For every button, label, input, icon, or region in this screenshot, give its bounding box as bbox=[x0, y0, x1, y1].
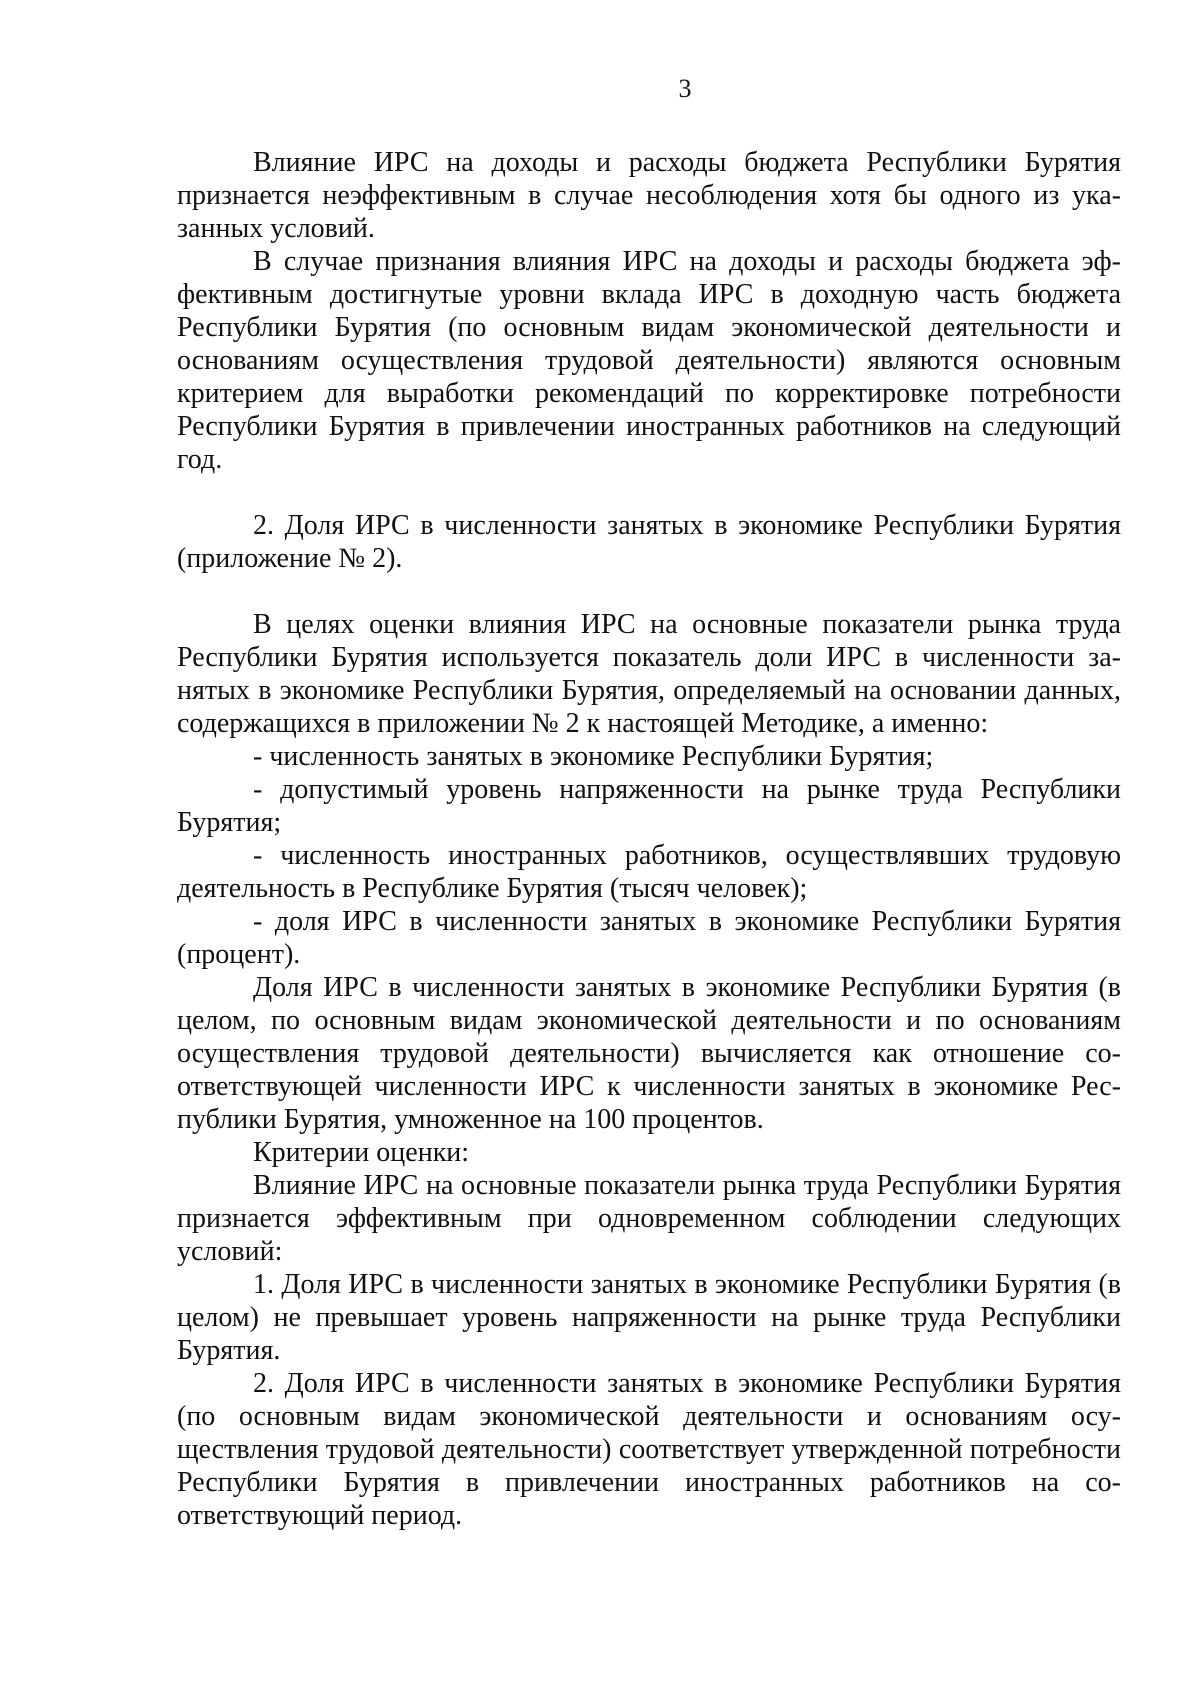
list-item-tension-level: - допустимый уровень напряженности на рынке труда Республики Бурятия; bbox=[177, 774, 1121, 838]
paragraph-ineffective-condition: Влияние ИРС на доходы и расходы бюджета Республики Бурятия признается неэффективным в случае несоблюдения хотя бы одного из указанных условий. bbox=[177, 147, 1121, 244]
section-heading-irs-share: 2. Доля ИРС в численности занятых в экономике Республики Бурятия (приложение № 2). bbox=[177, 510, 1121, 574]
paragraph-share-calculation: Доля ИРС в численности занятых в экономике Республики Бурятия (в целом, по основным видам экономической деятельности и по основаниям осуществления трудовой деятельности) вычисляется как отношение соответствующей численности ИРС к численности занятых в экономике Республики Бурятия, умноженное на 100 процентов. bbox=[177, 972, 1121, 1135]
page-number: 3 bbox=[678, 74, 692, 103]
paragraph-condition-one: 1. Доля ИРС в численности занятых в экономике Республики Бурятия (в целом) не превышает уровень напряженности на рынке труда Республики Бурятия. bbox=[177, 1269, 1121, 1366]
paragraph-criteria-heading: Критерии оценки: bbox=[253, 1137, 470, 1168]
paragraph-effective-budget-influence: В случае признания влияния ИРС на доходы и расходы бюджета эффективным достигнутые уровни вклада ИРС в доходную часть бюджета Республики Бурятия (по основным видам экономической деятельности и основаниям осуществления трудовой деятельности) являются основным критерием для выработки рекомендаций по корректировке потребности Республики Бурятия в привлечении иностранных работников на следующий год. bbox=[177, 246, 1121, 475]
paragraph-assessment-purpose: В целях оценки влияния ИРС на основные показатели рынка труда Республики Бурятия используется показатель доли ИРС в численности занятых в экономике Республики Бурятия, определяемый на основании данных, содержащихся в приложении № 2 к настоящей Методике, а именно: bbox=[177, 609, 1121, 739]
list-item-foreign-workers: - численность иностранных работников, осуществлявших трудовую деятельность в Республике Бурятия (тысяч человек); bbox=[177, 840, 1121, 904]
list-item-employed-count: - численность занятых в экономике Республики Бурятия; bbox=[253, 741, 934, 772]
list-item-irs-share: - доля ИРС в численности занятых в экономике Республики Бурятия (процент). bbox=[177, 906, 1121, 970]
paragraph-condition-two: 2. Доля ИРС в численности занятых в экономике Республики Бурятия (по основным видам экономической деятельности и основаниям осуществления трудовой деятельности) соответствует утвержденной потребности Республики Бурятия в привлечении иностранных работников на соответствующий период. bbox=[177, 1368, 1121, 1531]
paragraph-effective-conditions: Влияние ИРС на основные показатели рынка труда Республики Бурятия признается эффективным при одновременном соблюдении следующих условий: bbox=[177, 1170, 1121, 1267]
document-body bbox=[177, 146, 1121, 1532]
